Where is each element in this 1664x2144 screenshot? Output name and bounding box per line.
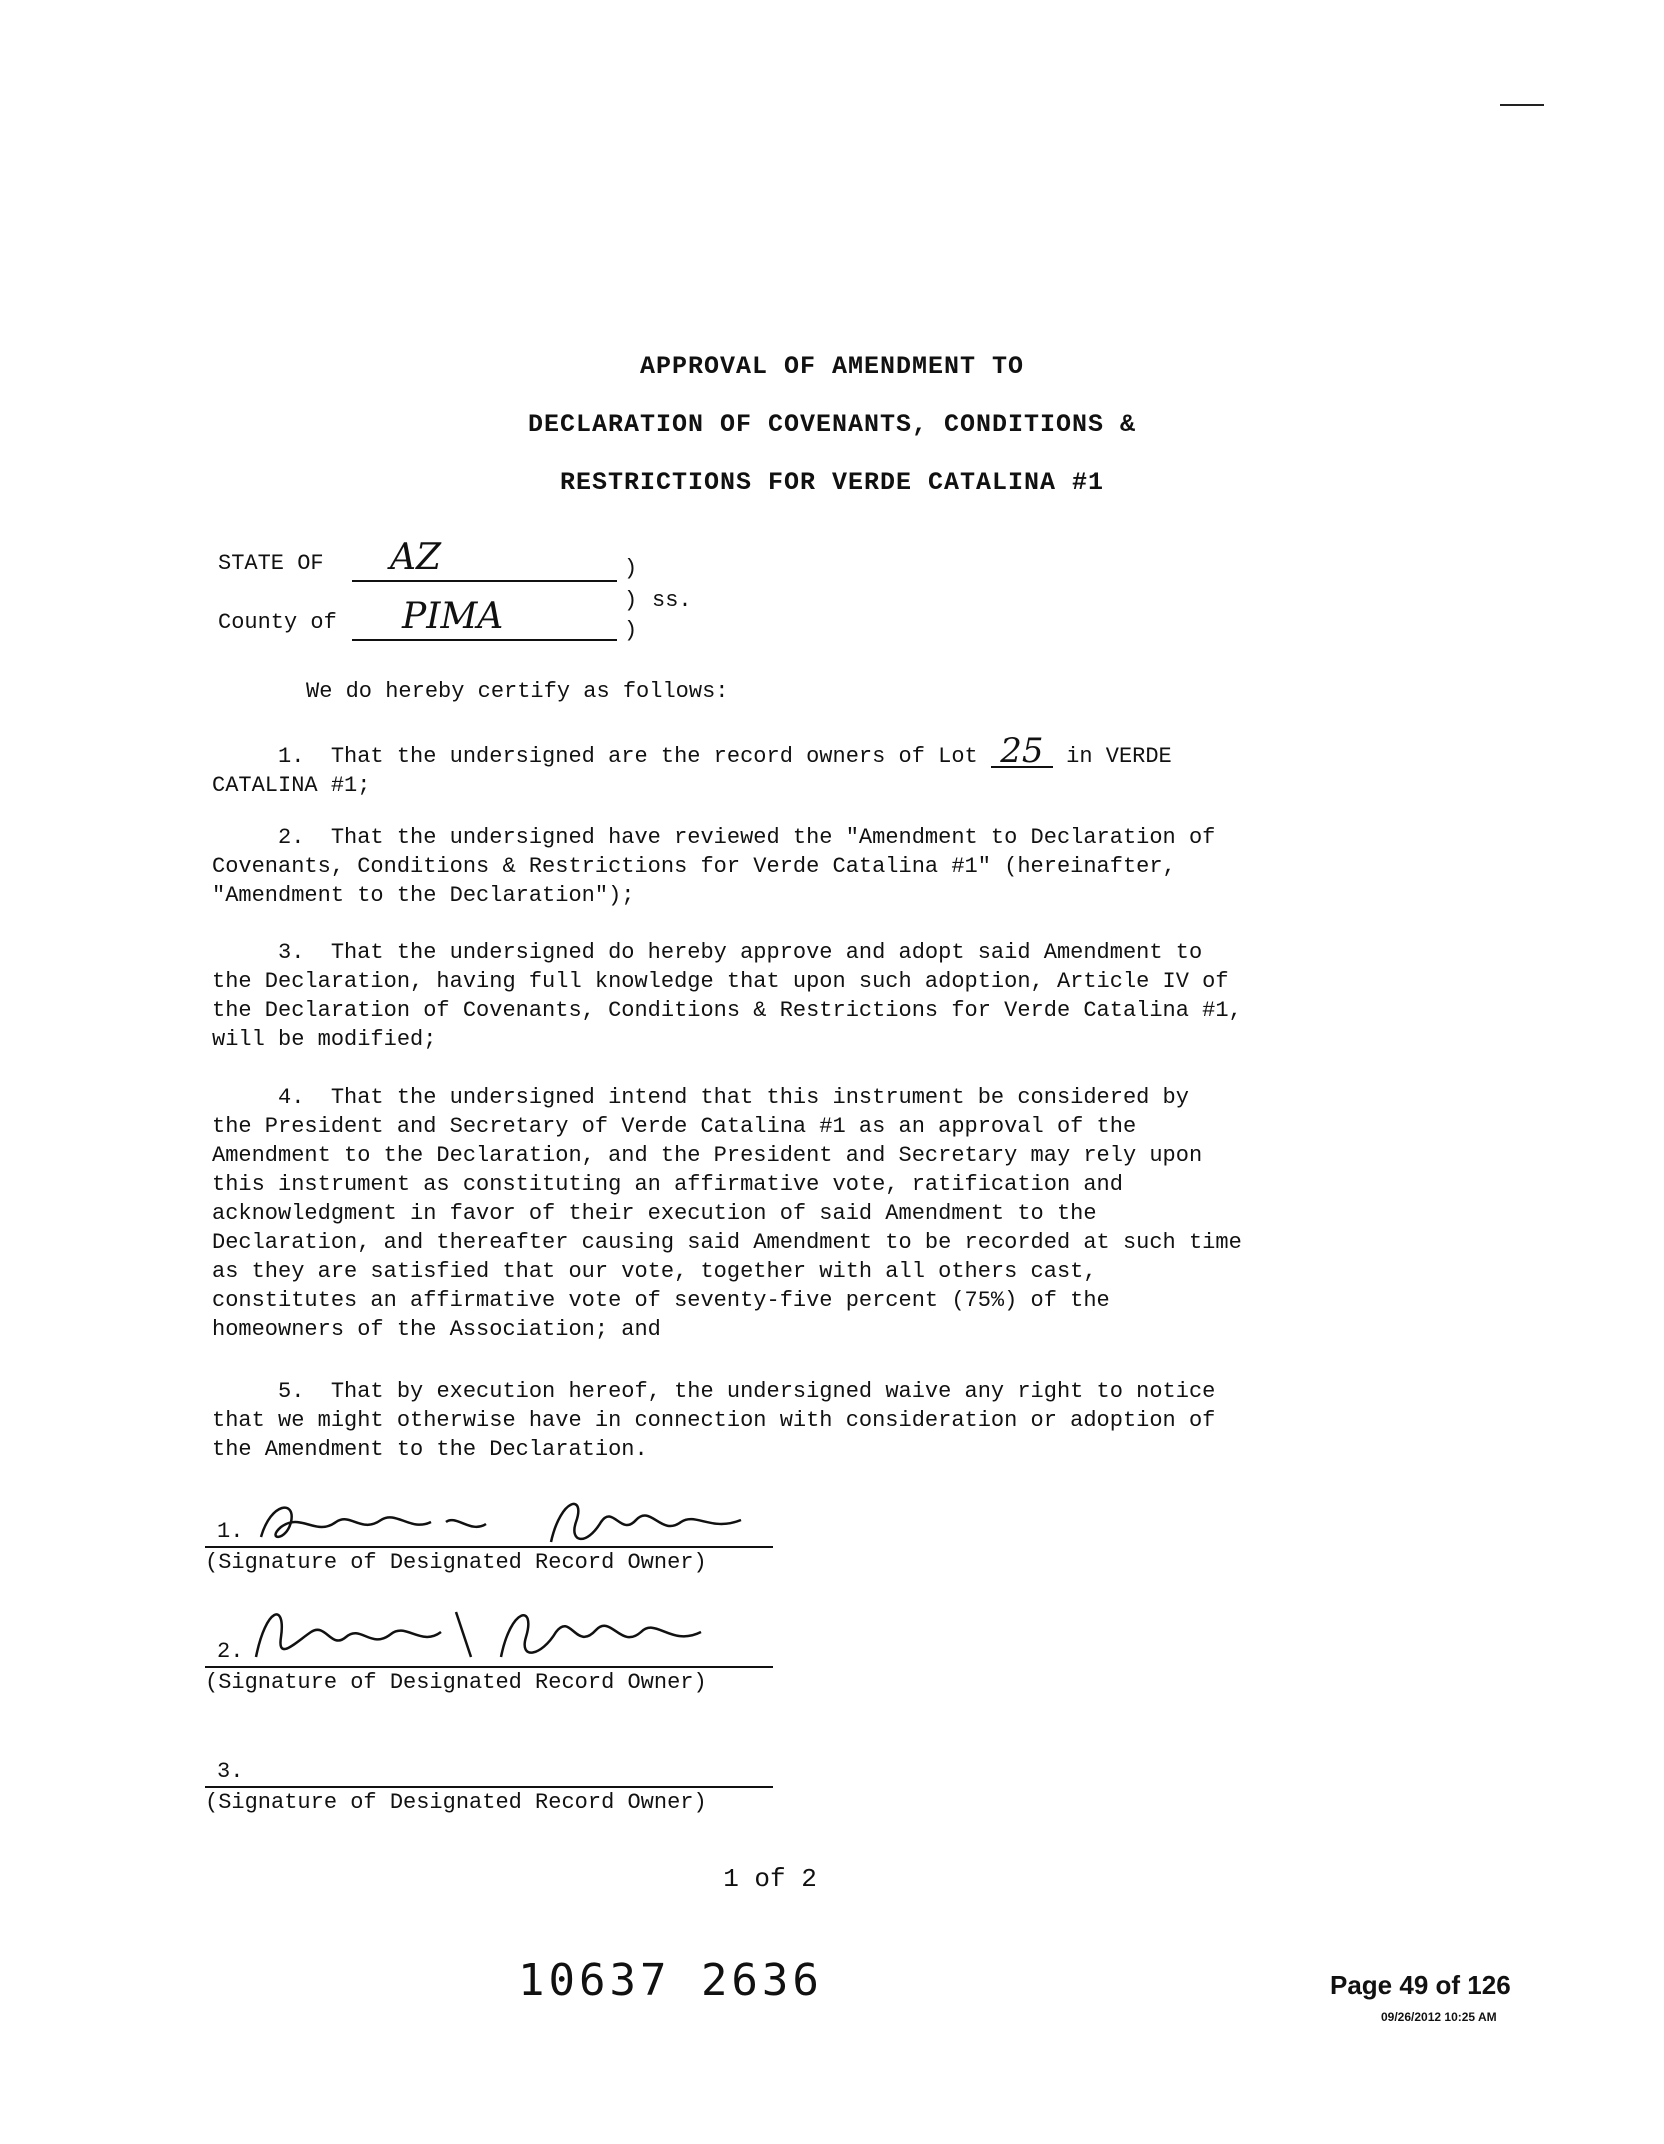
- signature-block-1: [205, 1496, 773, 1575]
- paragraph-4: 4. That the undersigned intend that this instrument be considered by the President and Secretary of Verde Catalina #1 as an approval of the Amendment to the Declaration, and the President and Secretary may rely upon this instrument as constituting an affirmative vote, ratification and acknowledgment in favor of their execution of said Amendment to the Declaration, and thereafter causing said Amendment to be recorded at such time as they are satisfied that our vote, together with all others cast, constitutes an affirmative vote of seventy-five percent (75%) of the homeowners of the Association; and: [212, 1085, 1242, 1342]
- signature-line-2: [205, 1616, 773, 1668]
- title-line-2: DECLARATION OF COVENANTS, CONDITIONS &: [527, 410, 1137, 439]
- ss-mark: ss.: [652, 588, 692, 613]
- date-stamp: 09/26/2012 10:25 AM: [1381, 2010, 1497, 2024]
- paragraph-2: 2. That the undersigned have reviewed the "Amendment to Declaration of Covenants, Conditions & Restrictions for Verde Catalina #1" (hereinafter, "Amendment to the Declaration");: [212, 825, 1216, 908]
- signature-line-1: [205, 1496, 773, 1548]
- state-field: [352, 538, 617, 582]
- signature-caption-1: (Signature of Designated Record Owner): [205, 1550, 707, 1575]
- paragraph-1-text-end: in VERDE CATALINA #1;: [212, 744, 1172, 798]
- signature-line-3: [205, 1736, 773, 1788]
- paragraph-5: 5. That by execution hereof, the undersigned waive any right to notice that we might otherwise have in connection with consideration or adoption of the Amendment to the Declaration.: [212, 1379, 1216, 1462]
- state-label: STATE OF: [218, 551, 324, 576]
- title-line-1: APPROVAL OF AMENDMENT TO: [639, 352, 1025, 381]
- lot-number-handwritten: 25: [991, 736, 1053, 768]
- county-label: County of: [218, 610, 337, 635]
- state-handwritten-value: AZ: [390, 537, 442, 578]
- county-field: [352, 597, 617, 641]
- handwritten-signature-1: [241, 1492, 761, 1552]
- paragraph-1-text-start: 1. That the undersigned are the record owners of Lot: [212, 744, 991, 769]
- signature-block-2: [205, 1616, 773, 1695]
- bracket-mark: ): [624, 618, 638, 643]
- bracket-mark: ): [624, 556, 638, 581]
- recording-number: 10637 2636: [518, 1955, 823, 2006]
- page-stamp: Page 49 of 126: [1330, 1970, 1511, 2000]
- intro-text: We do hereby certify as follows:: [306, 679, 729, 704]
- margin-mark: [1500, 104, 1544, 106]
- signature-caption-2: (Signature of Designated Record Owner): [205, 1670, 707, 1695]
- signature-block-3: [205, 1736, 773, 1815]
- bracket-mark: ): [624, 588, 638, 613]
- signature-number-3: 3.: [217, 1759, 244, 1784]
- signature-caption-3: (Signature of Designated Record Owner): [205, 1790, 707, 1815]
- title-line-3: RESTRICTIONS FOR VERDE CATALINA #1: [559, 468, 1105, 497]
- page-of-indicator: 1 of 2: [723, 1864, 817, 1894]
- signature-number-2: 2.: [217, 1639, 244, 1664]
- paragraph-1: [212, 731, 1377, 800]
- county-handwritten-value: PIMA: [402, 596, 504, 637]
- paragraph-3: 3. That the undersigned do hereby approve and adopt said Amendment to the Declaration, having full knowledge that upon such adoption, Article IV of the Declaration of Covenants, Conditions & Restrictions for Verde Catalina #1, will be modified;: [212, 940, 1242, 1052]
- handwritten-signature-2: [241, 1602, 761, 1672]
- signature-number-1: 1.: [217, 1519, 244, 1544]
